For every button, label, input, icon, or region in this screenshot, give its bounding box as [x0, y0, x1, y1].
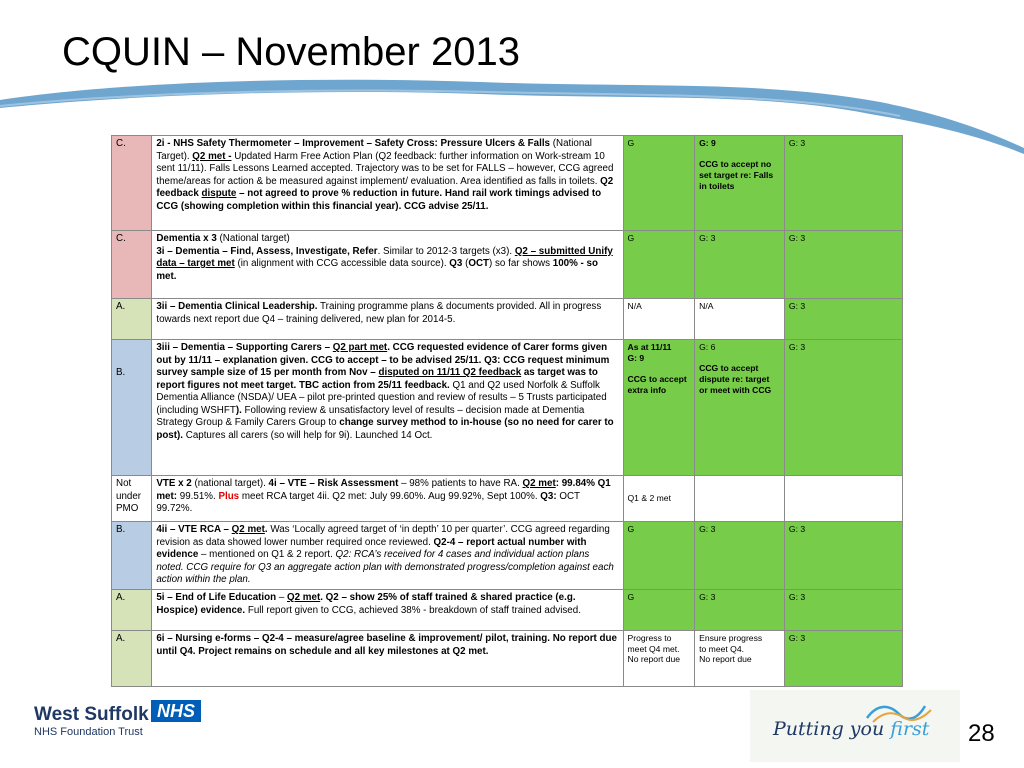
rating-cell: B.: [112, 522, 152, 590]
q1-status-cell: As at 11/11 G: 9 CCG to accept extra info: [623, 340, 695, 476]
description-cell: Dementia x 3 (National target) 3i – Dementia – Find, Assess, Investigate, Refer. Similar to 2012-3 targets (x3). Q2 – submitted Unify data – target met (in alignment with CCG accessible data source). Q3 (OCT) so far shows 100% - so met.: [152, 231, 623, 299]
rating-cell: A.: [112, 299, 152, 340]
q1-status-cell: Progress to meet Q4 met. No report due: [623, 631, 695, 687]
motto-logo: [750, 690, 960, 762]
q2-status-cell: G: 3: [695, 522, 785, 590]
q3-status-cell: [784, 476, 902, 522]
table-row: [112, 299, 903, 340]
description-cell: 6i – Nursing e-forms – Q2-4 – measure/agree baseline & improvement/ pilot, training. No report due until Q4. Project remains on schedule and all key milestones at Q2 met.: [152, 631, 623, 687]
table-row: [112, 476, 903, 522]
q3-status-cell: G: 3: [784, 299, 902, 340]
description-cell: 3ii – Dementia Clinical Leadership. Training programme plans & documents provided. All in progress towards next report due Q4 – training delivered, new plan for 2014-5.: [152, 299, 623, 340]
q2-status-cell: G: 3: [695, 590, 785, 631]
q2-status-cell: Ensure progress to meet Q4. No report due: [695, 631, 785, 687]
description-cell: VTE x 2 (national target). 4i – VTE – Risk Assessment – 98% patients to have RA. Q2 met: 99.84% Q1 met: 99.51%. Plus meet RCA target 4ii. Q2 met: July 99.60%. Aug 99.92%, Sept 100%. Q3: OCT 99.72%.: [152, 476, 623, 522]
rating-cell: B.: [112, 340, 152, 476]
q3-status-cell: G: 3: [784, 590, 902, 631]
q1-status-cell: Q1 & 2 met: [623, 476, 695, 522]
description-cell: 2i - NHS Safety Thermometer – Improvement – Safety Cross: Pressure Ulcers & Falls (National Target). Q2 met - Updated Harm Free Action Plan (Q2 feedback: further information on Work-stream 10 sent 11/11). Falls Lessons Learned accepted. Trajectory was to be set for FALLS – however, CCG agreed theme/areas for action & be measured against implement/ evaluation. Area identified as falls in toilets. Q2 feedback dispute – not agreed to prove % reduction in future. Hand rail work timings advised to CCG (showing completion within this financial year). CCG advise 25/11.: [152, 136, 623, 231]
page-number: 28: [968, 720, 995, 747]
q3-status-cell: G: 3: [784, 522, 902, 590]
table-row: [112, 136, 903, 231]
q1-status-cell: G: [623, 136, 695, 231]
description-cell: 5i – End of Life Education – Q2 met. Q2 – show 25% of staff trained & shared practice (e.g. Hospice) evidence. Full report given to CCG, achieved 38% - breakdown of staff trained advised.: [152, 590, 623, 631]
q2-status-cell: [695, 476, 785, 522]
nhs-logo: NHS: [151, 700, 201, 722]
description-cell: 3iii – Dementia – Supporting Carers – Q2 part met. CCG requested evidence of Carer forms given out by 11/11 – explanation given. CCG to accept – to be advised 25/11. Q3: CCG request minimum survey sample size of 15 per month from Nov – disputed on 11/11 Q2 feedback as target was to report figures not meet target. TBC action from 25/11 feedback. Q1 and Q2 used Norfolk & Suffolk Dementia Alliance (NSDA)/ UEA – pilot pre-printed question and review of results – 5 Trusts participated (including WSHFT). Following review & unsatisfactory level of results – decision made at Dementia Strategy Group & Family Carers Group to change survey method to in-house (so no need for carer to post). Captures all carers (so will help for 9i). Launched 14 Oct.: [152, 340, 623, 476]
q3-status-cell: G: 3: [784, 631, 902, 687]
rating-cell: C.: [112, 231, 152, 299]
org-name: West Suffolk: [34, 704, 149, 725]
q1-status-cell: G: [623, 522, 695, 590]
org-trust-name: NHS Foundation Trust: [34, 726, 143, 738]
q3-status-cell: G: 3: [784, 136, 902, 231]
table-row: [112, 231, 903, 299]
table-row: [112, 590, 903, 631]
cquin-table: [111, 135, 903, 687]
q2-status-cell: N/A: [695, 299, 785, 340]
rating-cell: Not under PMO: [112, 476, 152, 522]
page-title: CQUIN – November 2013: [62, 30, 520, 74]
q2-status-cell: G: 3: [695, 231, 785, 299]
description-cell: 4ii – VTE RCA – Q2 met. Was ‘Locally agreed target of ‘in depth’ 10 per quarter’. CCG agreed regarding revision as data showed lower number required once reviewed. Q2-4 – report actual number with evidence – mentioned on Q1 & 2 report. Q2: RCA’s received for 4 cases and individual action plans noted. CCG require for Q3 an aggregate action plan with demonstrated progress/completion against each action within the plan.: [152, 522, 623, 590]
rating-cell: A.: [112, 590, 152, 631]
q1-status-cell: N/A: [623, 299, 695, 340]
q1-status-cell: G: [623, 590, 695, 631]
q1-status-cell: G: [623, 231, 695, 299]
q2-status-cell: G: 9 CCG to accept no set target re: Falls in toilets: [695, 136, 785, 231]
rating-cell: A.: [112, 631, 152, 687]
q2-status-cell: G: 6 CCG to accept dispute re: target or meet with CCG: [695, 340, 785, 476]
motto-text: Putting you first: [773, 718, 930, 740]
table-row: [112, 340, 903, 476]
q3-status-cell: G: 3: [784, 340, 902, 476]
table-row: [112, 522, 903, 590]
table-row: [112, 631, 903, 687]
rating-cell: C.: [112, 136, 152, 231]
q3-status-cell: G: 3: [784, 231, 902, 299]
